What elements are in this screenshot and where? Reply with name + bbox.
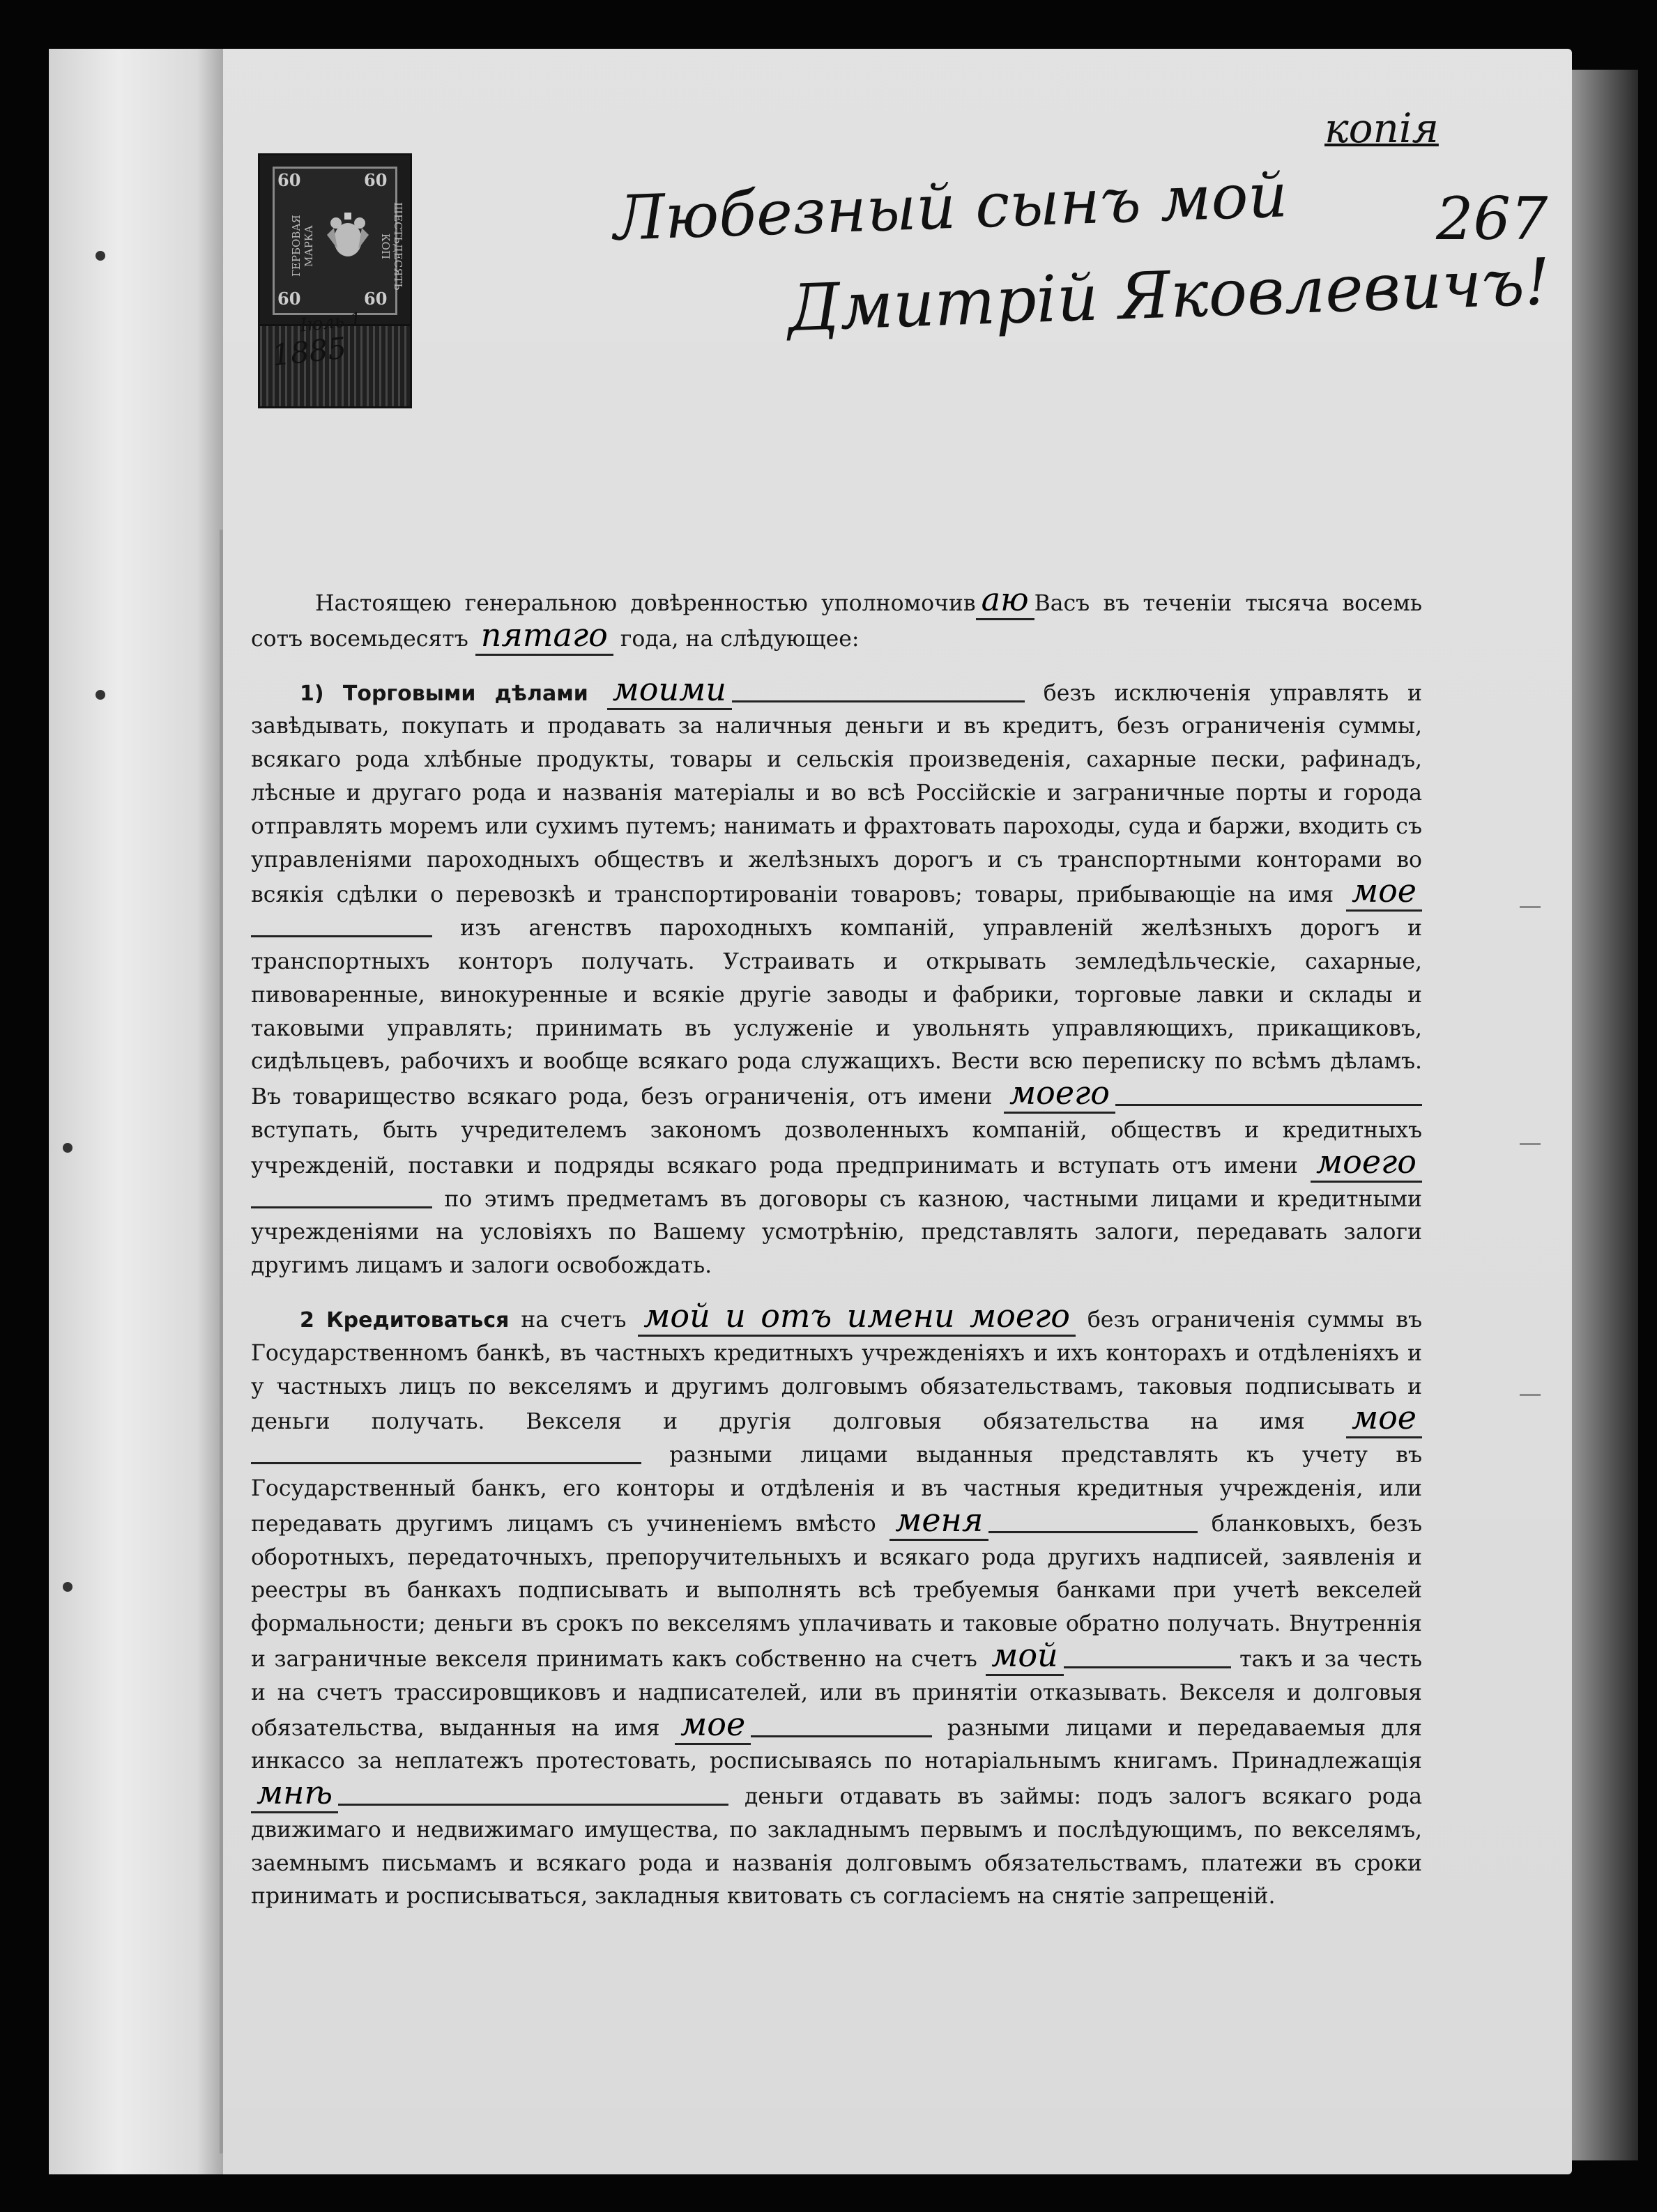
- intro-paragraph: [251, 581, 1423, 656]
- stamp-value-bottom-right: 60: [364, 289, 388, 309]
- binding-hole: [96, 690, 105, 700]
- document-body: [251, 581, 1423, 1914]
- page-crease: [220, 530, 223, 2153]
- margin-mark: [1520, 906, 1541, 908]
- binding-strip: [49, 49, 223, 2174]
- margin-mark: [1520, 1143, 1541, 1145]
- handwritten-fill: моего: [1311, 1143, 1422, 1183]
- text-run: безъ ограниченія суммы въ Государственномъ банкѣ, въ частныхъ кредитныхъ учрежденіяхъ и ихъ конторахъ и отдѣленіяхъ и у частныхъ лицъ по векселямъ и другимъ долговымъ обязательствамъ, таковыя подписывать и деньги получать. Векселя и другія долговыя обязательства на имя: [251, 1307, 1423, 1435]
- text-run: изъ агенствъ пароходныхъ компаній, управленій желѣзныхъ дорогъ и транспортныхъ конторъ получать. Устраивать и открывать земледѣльческіе, сахарные, пивоваренные, винокуренные и всякіе другіе заводы и фабрики, торговые лавки и склады и таковыми управлять; принимать въ услуженіе и увольнять управляющихъ, прикащиковъ, сидѣльцевъ, рабочихъ и вообще всякаго рода служащихъ. Вести всю переписку по всѣмъ дѣламъ. Въ товарищество всякаго рода, безъ ограниченія, отъ имени: [251, 916, 1422, 1110]
- blank-line: [251, 1448, 641, 1464]
- handwritten-fill: аю: [976, 581, 1034, 620]
- blank-line: [751, 1721, 932, 1737]
- text-run: года, на слѣдующее:: [620, 626, 860, 652]
- blank-line: [338, 1790, 728, 1806]
- stamp-cancellation-date: Іюль 1: [298, 309, 363, 337]
- text-run: на счетъ: [521, 1307, 627, 1332]
- handwritten-fill: мое: [1346, 872, 1422, 912]
- handwritten-fill: моими: [607, 670, 732, 710]
- blank-line: [1064, 1652, 1231, 1668]
- margin-mark: [1520, 1394, 1541, 1396]
- copy-mark: копія: [1324, 105, 1439, 152]
- salutation-line-1: Любезный сынъ мой: [612, 159, 1289, 254]
- stamp-value-top-left: 60: [277, 170, 301, 190]
- handwritten-fill: мое: [1346, 1399, 1422, 1438]
- stamp-label-left: ГЕРБОВАЯ МАРКА: [290, 215, 315, 277]
- text-run: Настоящею генеральною довѣренностью уполномочив: [315, 591, 976, 616]
- binding-hole: [63, 1143, 72, 1153]
- handwritten-fill: пятаго: [475, 616, 613, 656]
- text-run: разными лицами и передаваемыя для инкассо за неплатежъ протестовать, росписываясь по нотаріальнымъ книгамъ. Принадлежащія: [251, 1715, 1422, 1774]
- blank-line: [251, 921, 432, 937]
- text-run: Васъ въ теченіи тысяча восемь сотъ восемьдесятъ: [251, 591, 1423, 652]
- blank-line: [251, 1192, 432, 1208]
- double-headed-eagle-icon: [323, 210, 372, 266]
- handwritten-fill: мой и отъ имени моего: [638, 1297, 1076, 1337]
- stamp-cancellation-year: 1885: [270, 330, 349, 373]
- stamp-label-right: ШЕСТЬДЕСЯТЬ КОП: [379, 201, 404, 291]
- blank-line: [1115, 1090, 1422, 1106]
- section-2-paragraph: [251, 1296, 1423, 1914]
- section-1-paragraph: [251, 670, 1423, 1283]
- binding-hole: [63, 1582, 72, 1592]
- binding-hole: [96, 251, 105, 261]
- handwritten-fill: мнѣ: [251, 1774, 338, 1813]
- stamp-value-top-right: 60: [364, 170, 388, 190]
- handwritten-fill: мой: [986, 1636, 1063, 1676]
- text-run: вступать, быть учредителемъ закономъ дозволенныхъ компаній, обществъ и кредитныхъ учрежденій, поставки и подряды всякаго рода предпринимать и вступать отъ имени: [251, 1117, 1422, 1178]
- handwritten-fill: мое: [675, 1705, 751, 1745]
- revenue-stamp: [258, 153, 408, 404]
- stamp-inner: [273, 167, 404, 315]
- stamp-value-bottom-left: 60: [277, 289, 301, 309]
- handwritten-fill: моего: [1004, 1074, 1115, 1114]
- text-run: безъ исключенія управлять и завѣдывать, покупать и продавать за наличныя деньги и въ кредитъ, безъ ограниченія суммы, всякаго рода хлѣбные продукты, товары и сельскія произведенія, сахарные пески, рафинадъ, лѣсные и другаго рода и названія матеріалы и во всѣ Россійскіе и заграничные порты и города отправлять моремъ или сухимъ путемъ; нанимать и фрахтовать пароходы, суда и баржи, входить съ управленіями пароходныхъ обществъ и желѣзныхъ дорогъ и съ транспортными конторами во всякія сдѣлки о перевозкѣ и транспортированіи товаровъ; товары, прибывающіе на имя: [251, 680, 1423, 908]
- salutation-line-2: Дмитрій Яковлевичъ!: [786, 244, 1552, 346]
- text-run: деньги отдавать въ займы: подъ залогъ всякаго рода движимаго и недвижимаго имущества, по закладнымъ первымъ и послѣдующимъ, по векселямъ, заемнымъ письмамъ и всякаго рода и названія долговымъ обязательствамъ, платежи въ сроки принимать и росписываться, закладныя квитовать съ согласіемъ на снятіе запрещеній.: [251, 1784, 1422, 1910]
- handwritten-fill: меня: [889, 1501, 988, 1541]
- blank-line: [732, 686, 1025, 702]
- text-run: разными лицами выданныя представлять къ учету въ Государственный банкъ, его конторы и отдѣленія и въ частныя кредитныя учрежденія, или передавать другимъ лицамъ съ учиненіемъ вмѣсто: [251, 1443, 1422, 1537]
- blank-line: [988, 1517, 1198, 1533]
- stamp-frame: [258, 153, 412, 328]
- text-run: бланковыхъ, безъ оборотныхъ, передаточныхъ, препоручительныхъ и всякаго рода другихъ надписей, заявленія и реестры въ банкахъ подписывать и выполнять всѣ требуемыя банками при учетѣ векселей формальности; деньги въ срокъ по векселямъ уплачивать и таковые обратно получать. Внутреннія и заграничные векселя принимать какъ собственно на счетъ: [251, 1511, 1423, 1672]
- document-number: 267: [1436, 185, 1548, 253]
- section-1-heading: 1) Торговыми дѣлами: [300, 681, 588, 706]
- section-2-heading: 2 Кредитоваться: [300, 1307, 510, 1332]
- text-run: по этимъ предметамъ въ договоры съ казною, частными лицами и кредитными учрежденіями на условіяхъ по Вашему усмотрѣнію, представлять залоги, передавать залоги другимъ лицамъ и залоги освобождать.: [251, 1186, 1422, 1279]
- text-run: такъ и за честь и на счетъ трассировщиковъ и надписателей, или въ принятіи отказывать. Векселя и долговыя обязательства, выданныя на имя: [251, 1646, 1423, 1741]
